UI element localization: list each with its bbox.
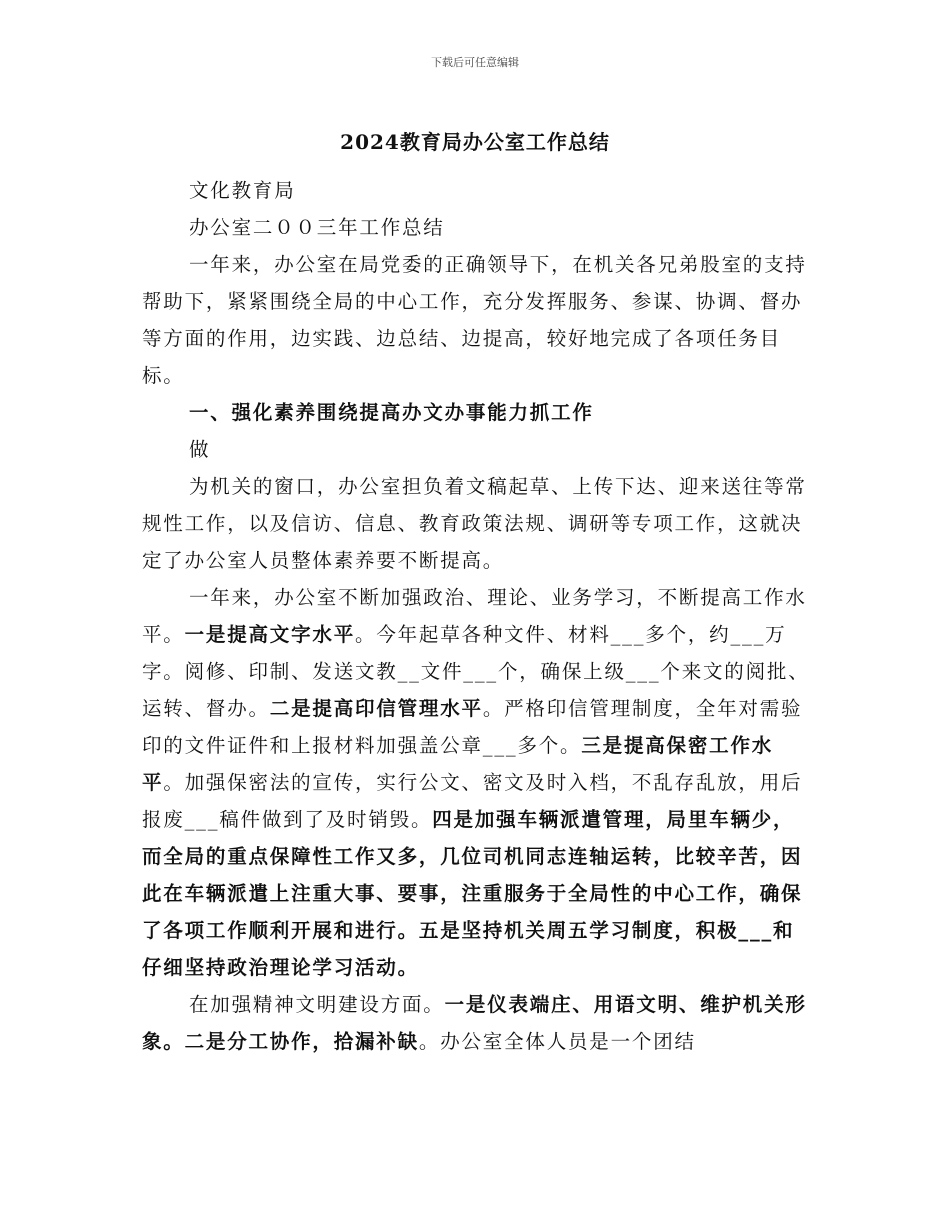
subtitle-line: 办公室二００三年工作总结 xyxy=(189,216,445,239)
bold-run: 二是提高印信管理水平 xyxy=(269,697,483,720)
text-run: 。严格印信管理制度，全年对需验印的文件证件和上报材料加强盖公章___多个。 xyxy=(142,697,803,757)
paragraph-study xyxy=(142,579,810,986)
text-run: 在加强精神文明建设方面。 xyxy=(189,993,445,1016)
page-header-note: 下载后可任意编辑 xyxy=(431,56,519,69)
text-run: 一年来，办公室不断加强政治、理论、业务学习，不断提高工作水平。 xyxy=(142,586,807,646)
document-title: 2024教育局办公室工作总结 xyxy=(340,130,610,154)
intro-paragraph: 一年来，办公室在局党委的正确领导下，在机关各兄弟股室的支持帮助下，紧紧围绕全局的中心工作，充分发挥服务、参谋、协调、督办等方面的作用，边实践、边总结、边提高，较好地完成了各项任务目标。 xyxy=(142,253,807,387)
paragraph-civil xyxy=(142,986,810,1060)
org-line: 文化教育局 xyxy=(189,179,296,202)
text-run: 。加强保密法的宣传，实行公文、密文及时入档，不乱存乱放，用后报废___稿件做到了及时销毁。 xyxy=(142,771,803,831)
document-body xyxy=(142,172,810,1060)
text-run: 。办公室全体人员是一个团结 xyxy=(418,1030,696,1053)
bold-run: 一是仪表端庄、用语文明、维护机关形象。二是分工协作，拾漏补缺 xyxy=(142,993,807,1053)
section-heading-1: 一、强化素养围绕提高办文办事能力抓工作 xyxy=(189,401,594,424)
section-heading-1-tail: 做 xyxy=(189,438,211,461)
bold-run: 四是加强车辆派遣管理，局里车辆少，而全局的重点保障性工作又多，几位司机同志连轴运转，比较辛苦，因此在车辆派遣上注重大事、要事，注重服务于全局性的中心工作，确保了各项工作顺利开展和进行。五是坚持机关周五学习制度，积极___和仔细坚持政治理论学习活动。 xyxy=(142,808,803,979)
bold-run: 三是提高保密工作水平 xyxy=(142,734,774,794)
paragraph-window: 为机关的窗口，办公室担负着文稿起草、上传下达、迎来送往等常规性工作，以及信访、信息、教育政策法规、调研等专项工作，这就决定了办公室人员整体素养要不断提高。 xyxy=(142,475,807,572)
bold-run: 一是提高文字水平 xyxy=(184,623,356,646)
text-run: 。今年起草各种文件、材料___多个，约___万字。阅修、印制、发送文教__文件___个，确保上级___个来文的阅批、运转、督办。 xyxy=(142,623,810,720)
